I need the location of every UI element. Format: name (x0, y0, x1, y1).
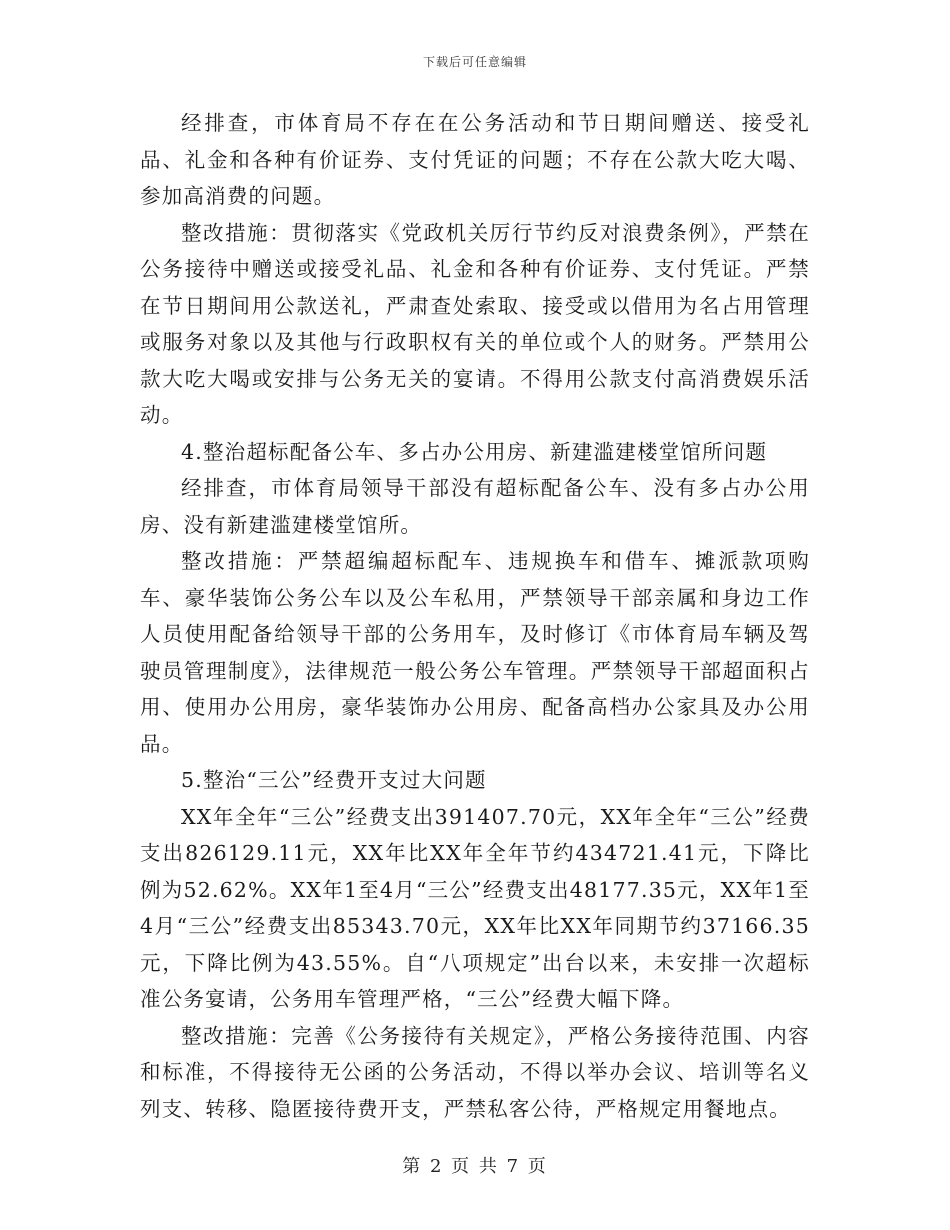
paragraph-rectification-vehicles: 整改措施：严禁超编超标配车、违规换车和借车、摊派款项购车、豪华装饰公务公车以及公车私用，严禁领导干部亲属和身边工作人员使用配备给领导干部的公务用车，及时修订《市体育局车辆及驾驶员管理制度》，法律规范一般公务公车管理。严禁领导干部超面积占用、使用办公用房，豪华装饰办公用房、配备高档办公家具及办公用品。 (140, 549, 810, 756)
paragraph-rectification-gifts: 整改措施：贯彻落实《党政机关厉行节约反对浪费条例》，严禁在公务接待中赠送或接受礼品、礼金和各种有价证券、支付凭证。严禁在节日期间用公款送礼，严肃查处索取、接受或以借用为名占用管理或服务对象以及其他与行政职权有关的单位或个人的财务。严禁用公款大吃大喝或安排与公务无关的宴请。不得用公款支付高消费娱乐活动。 (140, 220, 810, 427)
page-number: 第 2 页 共 7 页 (402, 1156, 548, 1177)
paragraph-three-public-expenses: XX年全年“三公”经费支出391407.70元，XX年全年“三公”经费支出826129.11元，XX年比XX年全年节约434721.41元，下降比例为52.62%。XX年1至4月“三公”经费支出48177.35元，XX年1至4月“三公”经费支出85343.70元，XX年比XX年同期节约37166.35元，下降比例为43.55%。自“八项规定”出台以来，未安排一次超标准公务宴请，公务用车管理严格，“三公”经费大幅下降。 (140, 804, 810, 1011)
paragraph-investigation-vehicles: 经排查，市体育局领导干部没有超标配备公车、没有多占办公用房、没有新建滥建楼堂馆所。 (140, 476, 810, 537)
page-header-note: 下载后可任意编辑 (422, 55, 527, 69)
section-heading-4: 4.整治超标配备公车、多占办公用房、新建滥建楼堂馆所问题 (181, 439, 768, 464)
paragraph-rectification-reception: 整改措施：完善《公务接待有关规定》，严格公务接待范围、内容和标准，不得接待无公函的公务活动，不得以举办会议、培训等名义列支、转移、隐匿接待费开支，严禁私客公待，严格规定用餐地点。 (140, 1023, 810, 1121)
section-heading-5: 5.整治“三公”经费开支过大问题 (181, 768, 487, 792)
paragraph-investigation-gifts: 经排查，市体育局不存在在公务活动和节日期间赠送、接受礼品、礼金和各种有价证券、支付凭证的问题；不存在公款大吃大喝、参加高消费的问题。 (140, 111, 810, 208)
document-body (140, 105, 810, 1127)
